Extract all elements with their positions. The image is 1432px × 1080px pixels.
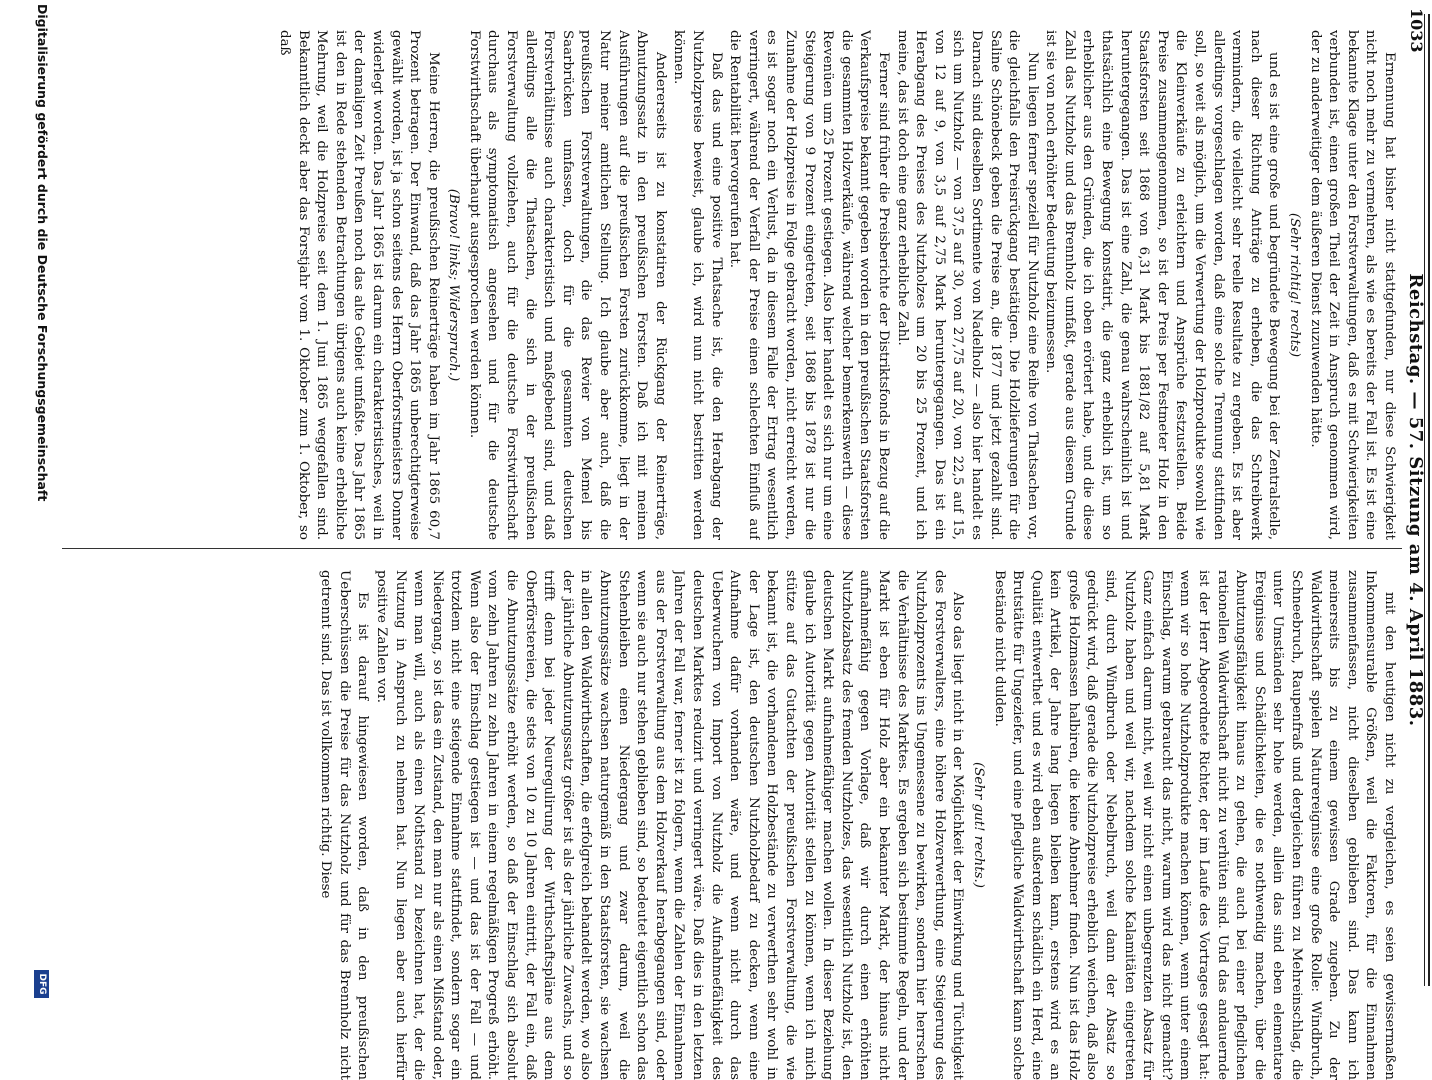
paragraph: Nun liegen ferner speziell für Nutzholz eine Reihe von Thatsachen vor, die gleichfalls den Preisrückgang bestätigen. Die Holzlieferungen für die Saline Schönebeck geben die Preise an, die 1877 und jetzt gezahlt sind. Darnach sind dieselben Sortimente von Nadelholz — also hier handelt es sich um Nutzholz — von 37,5 auf 30, von 27,75 auf 20, von 22,5 auf 15, von 12 auf 9, von 3,5 auf 2,75 Mark heruntergegangen. Das ist ein Herabgang des Preises des Nutzholzes um 20 bis 25 Prozent, und ich meine, das ist doch eine ganz erhebliche Zahl.: [894, 30, 1040, 540]
credit-text: Digitalisierung gefördert durch die Deutsche Forschungsgemeinschaft: [35, 4, 50, 502]
paragraph: Ernennung hat bisher nicht stattgefunden, nur diese Schwierigkeit nicht noch mehr zu vermehren, als wie es bereits der Fall ist. Es ist eine bekannte Klage unter den Forstverwaltungen, daß es mit Schwierigkeiten verbunden ist, einen großen Theil der Zeit in Anspruch genommen wird, der zu anderweitiger dem äußeren Dienst zuzuwenden hätte.: [1307, 30, 1397, 540]
digitization-credit: [32, 0, 50, 1000]
paragraph: Meine Herren, die preußischen Reinerträge haben im Jahr 1865 60,7 Prozent betragen. Der Einwand, daß das Jahr 1865 unberechtigterweise gewählt worden, ist ja schon seitens des Herrn Oberforstmeisters Donner widerlegt worden. Das Jahr 1865 ist darum ein charakteristisches, weil in der damaligen Zeit Preußen noch das alte Gebiet umfaßte. Das Jahr 1865 ist den in Rede stehenden Betrachtungen übrigens auch keine erhebliche Mehrung, weil die Holzpreise seit dem 1. Juni 1865 weggefallen sind. Bekanntlich deckt aber das Forstjahr vom 1. Oktober zum 1. Oktober, so daß: [276, 30, 441, 540]
interjection: (Sehr richtig! rechts): [1287, 212, 1303, 358]
scanned-page: [32, 0, 1432, 1080]
page-number: 1033: [1407, 8, 1426, 53]
paragraph: Andererseits ist zu konstatiren der Rückgang der Reinerträge, Abnutzungssatz in den preußischen Forsten. Daß ich mit meinen Ausführungen auf die preußischen Forsten zurückkomme, liegt in der Natur meiner amtlichen Stellung. Ich glaube aber auch, daß die preußischen Forstverwaltungen, die das Revier von Memel bis Saarbrücken umfassen, doch für die gesammten deutschen Forstverhältnisse auch charakteristisch und maßgebend sind, und daß allerdings alle die Thatsachen, die sich in der preußischen Forstverwaltung vollziehen, auch für die deutsche Forstwirthschaft durchaus als symptomatisch angesehen und für die deutsche Forstwirthschaft überhaupt ausgesprochen werden können.: [466, 30, 668, 540]
dfg-logo: DFG: [34, 970, 49, 998]
paragraph: Also das liegt nicht in der Möglichkeit der Einwirkung und Tüchtigkeit des Forstverwalters, eine höhere Holzverwerthung, eine Steigerung des Nutzholzprozents ins Ungemessene zu bewirken, sondern hier herrschen die Verhältnisse des Marktes. Es ergeben sich bestimmte Regeln, und der Markt ist eben für Holz aber ein bekannter Markt, der hinaus nicht aufnahmefähig gegen Vorlage, daß wir durch einen erhöhten Nutzholzabsatz des fremden Nutzholzes, das wesentlich Nutzholz ist, den deutschen Markt aufnahmefähiger machen wollen. In dieser Beziehung glaube ich Autorität gegen Autorität stellen zu können, wenn ich mich stütze auf das Gutachten der preußischen Forstverwaltung, die wie bekannt ist, die vorhandenen Holzbestände zu verwerthen sehr wohl in der Lage ist, den deutschen Nutzholzbedarf zu decken, wenn eine Aufnahme dafür vorhanden wäre, und wenn nicht durch das Ueberwuchern von Import von Nutzholz die Aufnahmefähigkeit des deutschen Marktes reduzirt und verringert wäre. Daß dies in den letzten Jahren der Fall war, ferner ist zu folgern, wenn die Zahlen der Einnahmen aus der Forstverwaltung aus dem Holzverkauf herabgegangen sind, oder wenn sie auch nur stehen geblieben sind, so bedeutet eigentlich schon das Stehenbleiben einen Niedergang und zwar darum, weil die Abnutzungssätze wachsen naturgemäß in den Staatsforsten, sie wachsen in allen den Waldwirthschaften, die erfolgreich behandelt werden, wo also der jährliche Abnutzungssatz größer ist als der jährliche Zuwachs, und so trifft denn bei jeder Neuregulirung der Wirthschaftspläne aus dem Oberförstereien, die stets von 10 zu 10 Jahren eintritt, der Fall ein, daß die Abnutzungssätze erhöht werden, so daß der Einschlag sich absolut vom zehn Jahren zu zehn Jahren in einem regelmäßigen Progreß erhöht. Wenn also der Einschlag gestiegen ist — und das ist der Fall — und trotzdem nicht eine steigende Einnahme stattfindet, sondern sogar ein Niedergang, so ist das ein Zustand, den man nur als einen Mißstand oder, wenn man will, auch als einen Nothstand zu bezeichnen hat, der die Nutzung in Anspruch zu nehmen hat. Nun liegen aber auch hierfür positive Zahlen vor.: [373, 570, 966, 1080]
column-divider: [62, 548, 1402, 549]
right-column: [62, 570, 1398, 1080]
page-title: Reichstag. — 57. Sitzung am 4. April 1883.: [1405, 273, 1426, 727]
paragraph: Ferner sind früher die Preisberichte der Distriktsfonds in Bezug auf die Verkaufspreise bekannt gegeben worden in den preußischen Staatsforsten die gesammten Holzverkäufe, während welcher bemerkenswerth — diese Revenüen um 25 Prozent gestiegen. Also hier handelt es sich nur um eine Steigerung von 9 Prozent eingetreten, seit 1868 bis 1878 ist nur die Zunahme der Holzpreise in Folge gebracht worden, nicht erreicht werden, es ist sogar noch ein Verlust, da in diesem Falle der Ertrag wesentlich verringert, während der Verfall der Preise einen schlechten Einfluß auf die Rentabilität hervorgerufen hat.: [727, 30, 891, 540]
interjection: (Sehr gut! rechts.): [970, 761, 986, 888]
interjection: (Bravo! links; Widerspruch.): [446, 188, 462, 382]
running-head: [1402, 0, 1426, 1000]
paragraph: und es ist eine große und begründete Bewegung bei der Zentralstelle, nach dieser Richtung Anträge zu erheben, die das Schreibwerk vermindern, die vielleicht sehr reelle Resultate zu ergeben. Es ist aber allerdings vorgeschlagen worden, daß eine solche Trennung stattfinden soll, so weit als möglich, um die Verwertung der Holzprodukte sowohl wie die Kleinverkäufe zu erleichtern und Ansprüche festzustellen. Beide Preise zusammengenommen, so ist der Preis per Festmeter Holz in den Staatsforsten seit 1868 von 6,31 Mark bis 1881/82 auf 5,81 Mark heruntergegangen. Das ist eine Zahl, die genau wahrscheinlich ist und thatsächlich eine Bewegung konstatirt, die ganz erheblich ist, um so erheblicher aus den Gründen, die ich oben erörtert habe, und die diese Zahl das Nutzholz und das Brennholz umfaßt, gerade aus diesem Grunde ist sie von noch erhöhter Bedeutung beizumessen.: [1043, 30, 1282, 540]
paragraph: Daß das und eine positive Thatsache ist, die den Herabgang der Nutzholzpreise beweist, glaube ich, wird nun nicht bestritten werden können.: [671, 30, 724, 540]
paragraph: Es ist darauf hingewiesen worden, daß in den preußischen Ueberschüssen die Preise für das Nutzholz und für das Brennholz nicht getrennt sind. Das ist vollkommen richtig. Diese: [318, 570, 371, 1080]
paragraph: mit den heutigen nicht zu vergleichen, es seien gewissermaßen Inkommensurable Größen, weil die Faktoren, für die Einnahmen zusammenfassen, nicht dieselben geblieben sind. Das kann ich meinerseits bis zu einem gewissen Grade zugeben. Zu der Waldwirthschaft spielen Naturereignisse eine große Rolle: Windbruch, Schneebruch, Raupenfraß und dergleichen führen zu Mehreinschlag, die unter Umständen sehr hohe werden, allein das sind eben elementare Ereignisse und Schädlichkeiten, die es nothwendig machen, über die Abnutzungsfähigkeit hinaus zu gehen, die auch bei einer pfleglichen rationellen Waldwirthschaft nicht zu verhüten sind. Und das andauernde ist der Herr Abgeordnete Richter, der im Laufe des Vortrages gesagt hat: wenn wir so hohe Nutzholzprodukte machen können, wenn unter einem Einschlag, warum gebraucht das nicht, warum wird das nicht gemacht? Ganz einfach darum nicht, weil wir nicht einen unbegrenzten Absatz für Nutzholz haben und weil wir, nachdem solche Kalamitäten eingetreten sind, durch Windbruch oder Nebelbruch, weil dann der Absatz so gedrückt wird, daß gerade die Nutzholzpreise erheblich weichen, daß also große Holzmassen halbiren, die keine Abnehmer finden. Nun ist das Holz kein Artikel, der Jahre lang liegen bleiben kann, erstens wird es an Qualität entwerthet und es wird eben außerdem schädlich ein Herd, eine Brutstätte für Ungeziefer, und eine pflegliche Waldwirthschaft kann solche Bestände nicht dulden.: [991, 570, 1397, 1080]
left-column: [62, 30, 1398, 540]
